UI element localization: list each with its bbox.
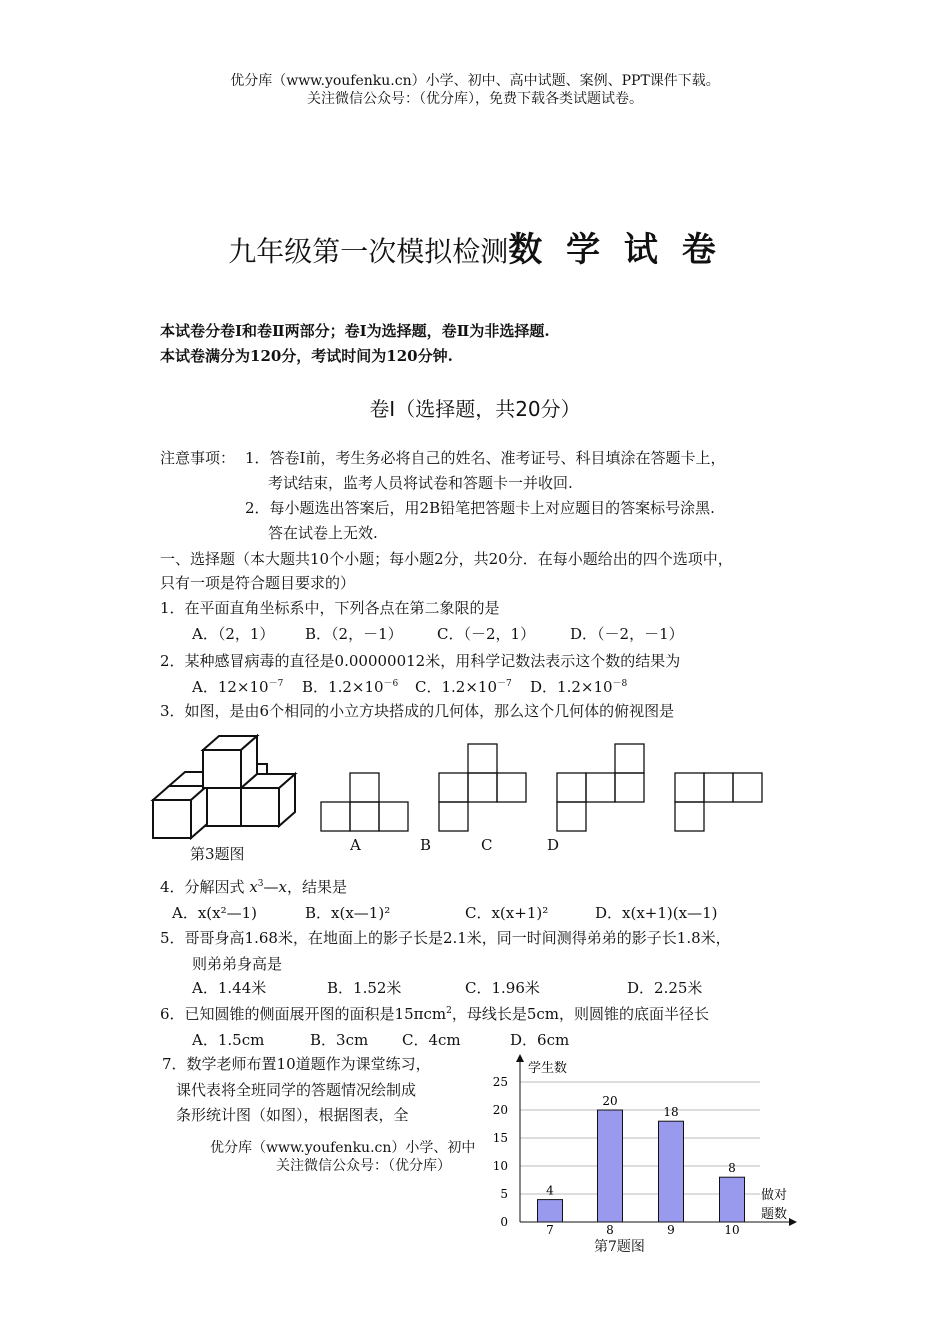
note-2b: 答在试卷上无效.	[268, 524, 378, 542]
note-2a: 2．每小题选出答案后，用2B铅笔把答题卡上对应题目的答案标号涂黑.	[245, 499, 715, 517]
q2-a-exp: －7	[268, 679, 284, 689]
chart-y-tick-label: 0	[500, 1215, 508, 1229]
intro-line-2: 本试卷满分为120分，考试时间为120分钟.	[160, 347, 453, 365]
q5-stem-a: 5．哥哥身高1.68米，在地面上的影子长是2.1米，同一时间测得弟弟的影子长1.8米，	[160, 929, 731, 947]
q7-caption: 第7题图	[594, 1239, 645, 1255]
q2-d-exp: －8	[612, 679, 628, 689]
q7-bar-chart	[488, 1052, 808, 1257]
q4-stem-x2: x	[278, 878, 287, 896]
q4-option-d: D．x(x+1)(x—1)	[595, 904, 718, 922]
chart-y-tick-label: 25	[492, 1075, 508, 1089]
q4-option-a: A．x(x²—1)	[172, 904, 258, 922]
q2-b-exp: －6	[383, 679, 399, 689]
chart-data-label: 20	[602, 1094, 618, 1108]
q6-stem	[160, 1003, 709, 1024]
note-1b: 考试结束，监考人员将试卷和答题卡一并收回.	[268, 474, 573, 492]
q3-label-a: A	[350, 836, 361, 854]
header-line-1: 优分库（www.youfenku.cn）小学、初中、高中试题、案例、PPT课件下载。	[230, 73, 720, 89]
q3-caption: 第3题图	[190, 845, 245, 863]
title-main: 数 学 试 卷	[508, 230, 722, 270]
q5-option-a: A．1.44米	[192, 979, 267, 997]
part1-heading-a: 一、选择题（本大题共10个小题；每小题2分，共20分．在每小题给出的四个选项中，	[160, 550, 733, 568]
q4-option-c: C．x(x+1)²	[465, 904, 549, 922]
chart-x-tick-label: 8	[606, 1223, 614, 1237]
q3-cube-solid	[153, 736, 295, 838]
section-title: 卷Ⅰ（选择题，共20分）	[369, 397, 581, 421]
q5-option-b: B．1.52米	[327, 979, 402, 997]
chart-x-tick-label: 9	[667, 1223, 675, 1237]
q1-option-a: A．（2，1）	[192, 625, 275, 643]
notes-label: 注意事项：	[160, 449, 236, 467]
footer-line-2: 关注微信公众号：（优分库）	[276, 1158, 451, 1174]
q3-label-c: C	[481, 836, 493, 854]
q4-stem-minus: —	[263, 878, 279, 896]
chart-y-label: 学生数	[528, 1061, 568, 1076]
q3-label-b: B	[420, 836, 432, 854]
q1-option-d: D．（－2，－1）	[570, 625, 684, 643]
q3-option-d-figure	[675, 773, 762, 831]
q5-option-c: C．1.96米	[465, 979, 540, 997]
chart-y-tick-label: 10	[492, 1159, 508, 1173]
intro-line-1: 本试卷分卷Ⅰ和卷Ⅱ两部分；卷Ⅰ为选择题，卷Ⅱ为非选择题.	[160, 322, 550, 340]
chart-y-tick-label: 20	[492, 1103, 508, 1117]
part1-heading-b: 只有一项是符合题目要求的）	[160, 574, 356, 592]
q5-option-d: D．2.25米	[627, 979, 703, 997]
q3-option-b-figure	[439, 744, 526, 831]
chart-bar	[659, 1121, 684, 1222]
q4-stem-x: x	[249, 878, 258, 896]
chart-y-tick-label: 5	[500, 1187, 508, 1201]
q7-line-1: 7．数学老师布置10道题作为课堂练习，	[162, 1055, 431, 1073]
q6-stem-pre: 6．已知圆锥的侧面展开图的面积是15πcm	[160, 1005, 447, 1023]
q7-line-3: 条形统计图（如图），根据图表，全	[176, 1106, 409, 1124]
note-1a: 1．答卷Ⅰ前，考生务必将自己的姓名、准考证号、科目填涂在答题卡上，	[245, 449, 726, 467]
chart-x-label-2: 题数	[761, 1207, 788, 1222]
q3-stem: 3．如图，是由6个相同的小立方块搭成的几何体，那么这个几何体的俯视图是	[160, 702, 675, 720]
q6-option-a: A．1.5cm	[192, 1031, 265, 1049]
chart-bar	[538, 1200, 563, 1222]
page-title	[0, 222, 950, 271]
chart-bar	[598, 1110, 623, 1222]
q5-stem-b: 则弟弟身高是	[192, 955, 283, 973]
chart-y-tick-label: 15	[492, 1131, 508, 1145]
chart-data-label: 18	[663, 1105, 679, 1120]
footer-line-1: 优分库（www.youfenku.cn）小学、初中	[210, 1140, 476, 1156]
q4-stem-exp: 3	[257, 879, 264, 889]
chart-x-tick-label: 7	[546, 1223, 554, 1237]
title-prefix: 九年级第一次模拟检测	[228, 235, 509, 268]
q2-option-b	[302, 676, 398, 697]
header-line-2: 关注微信公众号：（优分库），免费下载各类试题试卷。	[307, 91, 643, 107]
chart-bar	[720, 1177, 745, 1222]
q6-option-d: D．6cm	[510, 1031, 570, 1049]
q2-a-base: A．12×10	[192, 678, 269, 696]
q6-option-b: B．3cm	[310, 1031, 369, 1049]
q4-stem-pre: 4．分解因式	[160, 878, 250, 896]
q6-option-c: C．4cm	[402, 1031, 461, 1049]
q3-option-c-figure	[557, 744, 644, 831]
q2-c-base: C．1.2×10	[415, 678, 497, 696]
chart-data-label: 4	[546, 1183, 554, 1198]
chart-x-tick-label: 10	[724, 1223, 740, 1237]
q4-stem-end: ，结果是	[286, 878, 347, 896]
q2-b-base: B．1.2×10	[302, 678, 384, 696]
q2-option-a	[192, 676, 283, 697]
chart-data-label: 8	[728, 1161, 736, 1176]
q2-option-c	[415, 676, 512, 697]
q1-option-c: C．（－2，1）	[437, 625, 536, 643]
q3-label-d: D	[547, 836, 560, 854]
q2-d-base: D．1.2×10	[530, 678, 613, 696]
q2-option-d	[530, 676, 627, 697]
q3-option-a-figure	[321, 773, 408, 831]
q1-option-b: B．（2，－1）	[305, 625, 403, 643]
q7-line-2: 课代表将全班同学的答题情况绘制成	[176, 1081, 417, 1099]
q1-stem: 1．在平面直角坐标系中，下列各点在第二象限的是	[160, 599, 500, 617]
q6-stem-post: ，母线长是5cm，则圆锥的底面半径长	[451, 1005, 710, 1023]
q4-option-b: B．x(x—1)²	[305, 904, 391, 922]
q4-stem	[160, 876, 347, 897]
q2-c-exp: －7	[497, 679, 512, 689]
chart-x-label-1: 做对	[761, 1188, 788, 1203]
q6-stem-exp: 2	[446, 1006, 452, 1016]
q2-stem: 2．某种感冒病毒的直径是0.00000012米，用科学记数法表示这个数的结果为	[160, 652, 681, 670]
